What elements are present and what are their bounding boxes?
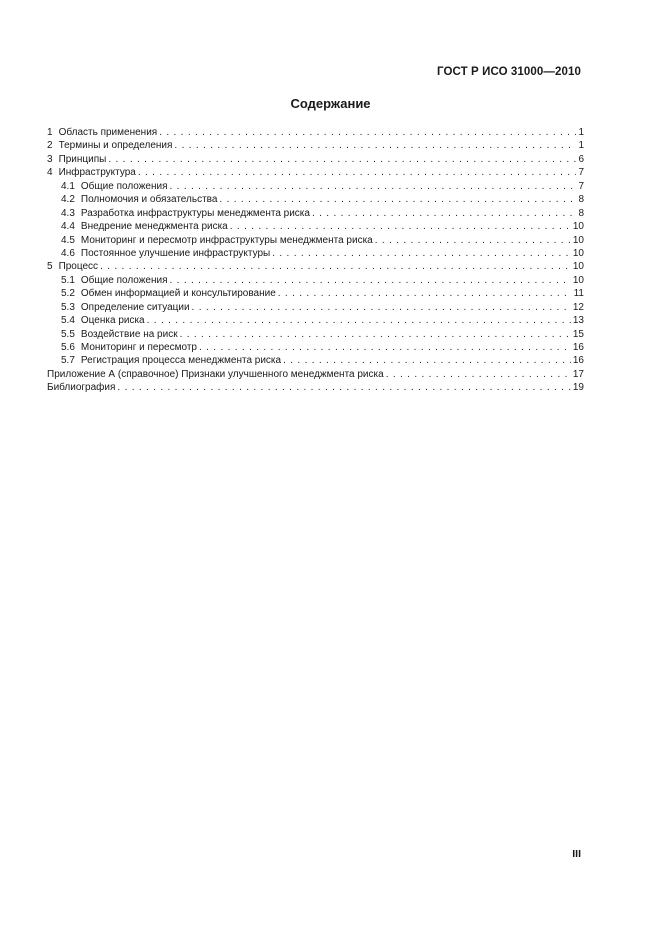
toc-entry[interactable] [47,193,584,206]
toc-dot-leader [278,287,572,300]
toc-entry-number: 4.3 [61,207,75,219]
toc-entry[interactable] [47,260,584,273]
toc-entry-number: 4.5 [61,234,75,246]
toc-dot-leader [272,247,571,260]
toc-dot-leader [283,354,571,367]
toc-entry[interactable] [47,180,584,193]
toc-dot-leader [180,328,571,341]
toc-dot-leader [386,368,571,381]
toc-entry-number: 4 [47,167,53,179]
toc-entry-page: 7 [578,180,584,192]
toc-entry-page: 17 [572,368,584,380]
toc-entry-page: 10 [572,247,584,259]
toc-entry[interactable] [47,314,584,327]
toc-entry-title: Инфраструктура [58,167,136,179]
toc-entry-title: Разработка инфраструктуры менеджмента риска [80,207,310,219]
toc-entry[interactable] [47,274,584,287]
toc-entry-page: 16 [572,355,584,367]
toc-entry-number: 5.3 [61,301,75,313]
toc-entry-number: 3 [47,153,53,165]
toc-entry-number: 5 [47,261,53,273]
toc-entry-title: Приложение А (справочное) Признаки улучшенного менеджмента риска [47,368,384,380]
page-number: III [572,848,581,860]
toc-dot-leader [117,381,570,394]
toc-entry-page: 10 [572,274,584,286]
toc-entry-title: Оценка риска [80,315,145,327]
toc-entry[interactable] [47,234,584,247]
toc-entry-title: Регистрация процесса менеджмента риска [80,355,282,367]
toc-dot-leader [219,193,576,206]
toc-entry[interactable] [47,381,584,394]
toc-entry-number: 1 [47,127,53,138]
toc-entry-page: 10 [572,261,584,273]
toc-entry-number: 4.2 [61,194,75,206]
toc-entry-title: Область применения [58,127,158,138]
toc-entry-page: 1 [578,127,584,138]
toc-entry-title: Постоянное улучшение инфраструктуры [80,247,271,259]
toc-entry-page: 7 [578,167,584,179]
toc-entry-number: 5.7 [61,355,75,367]
toc-entry-title: Воздействие на риск [80,328,178,340]
toc-entry-title: Мониторинг и пересмотр [80,342,197,353]
toc-entry-number: 4.6 [61,247,75,259]
toc-entry-page: 8 [578,207,584,219]
toc-entry[interactable] [47,341,584,354]
toc-entry-number: 5.5 [61,328,75,340]
toc-entry-page: 8 [578,194,584,206]
toc-entry[interactable] [47,328,584,341]
toc-dot-leader [138,166,577,179]
toc-dot-leader [375,234,571,247]
toc-entry-title: Библиография [47,382,116,394]
toc-entry-page: 10 [572,221,584,233]
toc-title: Содержание [290,96,371,111]
toc-dot-leader [159,126,576,139]
toc-entry-title: Процесс [58,261,99,273]
toc-entry-title: Обмен информацией и консультирование [80,288,276,300]
toc-entry-number: 5.2 [61,288,75,300]
toc-entry[interactable] [47,166,584,179]
toc-entry-number: 5.1 [61,274,75,286]
toc-dot-leader [199,341,571,354]
document-code: ГОСТ Р ИСО 31000—2010 [436,66,581,78]
toc-dot-leader [312,207,576,220]
toc-entry-number: 4.1 [61,180,75,192]
toc-entry[interactable] [47,153,584,166]
toc-entry-number: 2 [47,140,53,152]
toc-entry-page: 16 [572,342,584,353]
table-of-contents [47,126,584,395]
toc-entry-page: 11 [573,288,584,300]
toc-dot-leader [170,180,577,193]
toc-entry[interactable] [47,220,584,233]
toc-dot-leader [230,220,571,233]
toc-dot-leader [170,274,571,287]
toc-entry-title: Термины и определения [58,140,173,152]
toc-entry-title: Мониторинг и пересмотр инфраструктуры менеджмента риска [80,234,373,246]
toc-entry-number: 4.4 [61,221,75,233]
toc-entry[interactable] [47,139,584,152]
toc-entry-page: 13 [572,315,584,327]
toc-entry[interactable] [47,301,584,314]
toc-entry-page: 15 [572,328,584,340]
toc-dot-leader [147,314,571,327]
toc-entry-page: 10 [572,234,584,246]
toc-entry-title: Общие положения [80,274,168,286]
toc-entry-title: Внедрение менеджмента риска [80,221,228,233]
toc-entry-number: 5.4 [61,315,75,327]
toc-entry[interactable] [47,126,584,139]
toc-entry-page: 1 [578,140,584,152]
toc-entry-number: 5.6 [61,342,75,353]
toc-entry-page: 19 [572,382,584,394]
toc-entry-title: Определение ситуации [80,301,190,313]
toc-dot-leader [108,153,576,166]
toc-entry-page: 12 [572,301,584,313]
toc-dot-leader [100,260,571,273]
toc-dot-leader [174,139,576,152]
toc-entry[interactable] [47,207,584,220]
toc-entry[interactable] [47,287,584,300]
toc-dot-leader [192,301,571,314]
toc-entry-title: Принципы [58,153,107,165]
toc-entry-title: Общие положения [80,180,168,192]
toc-entry-page: 6 [578,153,584,165]
toc-entry[interactable] [47,247,584,260]
toc-entry-title: Полномочия и обязательства [80,194,218,206]
toc-entry[interactable] [47,368,584,381]
toc-entry[interactable] [47,354,584,367]
